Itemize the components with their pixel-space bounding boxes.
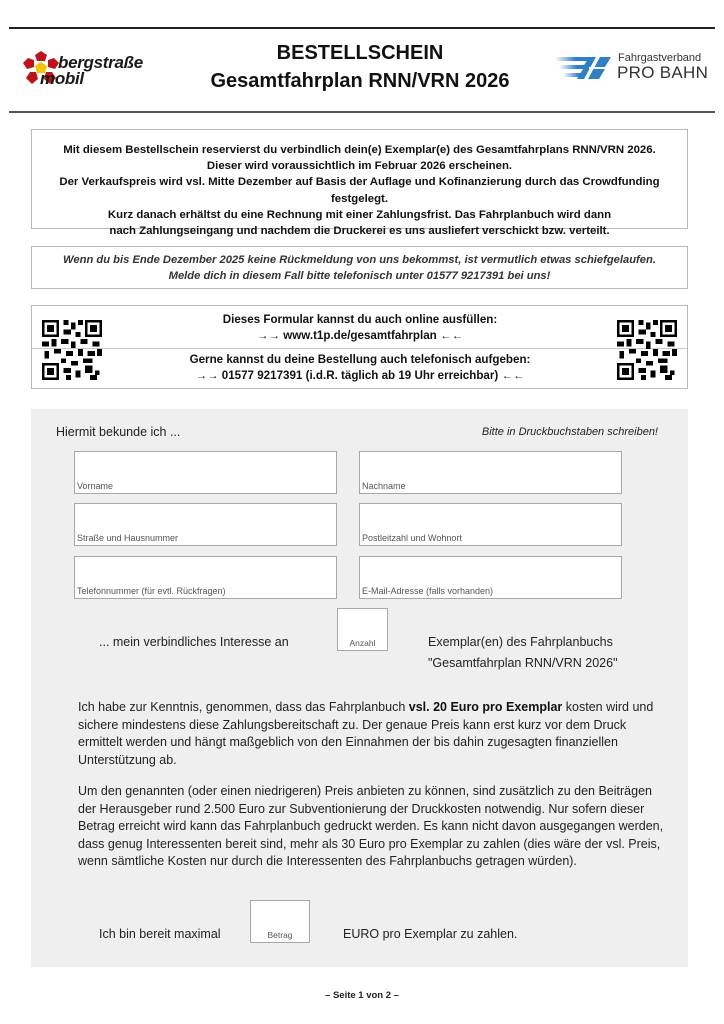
pro-bahn-logo: [555, 52, 715, 82]
page-title: BESTELLSCHEIN: [276, 42, 444, 64]
info-box: [31, 129, 688, 238]
phone-label: Telefonnummer (für evtl. Rückfragen): [77, 586, 226, 596]
divider: [32, 348, 687, 349]
order-form: [31, 409, 688, 967]
logo-text-mobil: mobil: [40, 69, 84, 88]
quantity-suffix: Exemplar(en) des Fahrplanbuchs: [428, 635, 613, 649]
bergstrasse-mobil-logo: [22, 50, 152, 90]
last-name-field[interactable]: [359, 451, 622, 494]
online-form-text: Dieses Formular kannst du auch online ausfüllen:: [222, 313, 498, 326]
street-label: Straße und Hausnummer: [77, 533, 179, 543]
first-name-label: Vorname: [77, 481, 114, 491]
notice-line: Melde dich in diesem Fall bitte telefonisch unter 01577 9217391 bei uns!: [168, 269, 551, 282]
quantity-label: Anzahl: [349, 638, 376, 648]
city-field[interactable]: [359, 503, 622, 546]
phone-info: [118, 352, 602, 384]
form-intro: Hiermit bekunde ich ...: [56, 425, 181, 439]
first-name-field[interactable]: [74, 451, 337, 494]
info-line: Dieser wird voraussichtlich im Februar 2026 erscheinen.: [206, 160, 513, 173]
price-highlight: vsl. 20 Euro pro Exemplar: [408, 700, 563, 714]
max-price-intro: Ich bin bereit maximal: [99, 927, 221, 941]
qr-code-icon: [617, 320, 677, 380]
header-rule-top: [9, 27, 715, 29]
last-name-label: Nachname: [362, 481, 406, 491]
notice-box: [31, 246, 688, 289]
quantity-product-name: "Gesamtfahrplan RNN/VRN 2026": [428, 656, 618, 670]
phone-order-text: Gerne kannst du deine Bestellung auch telefonisch aufgeben:: [189, 353, 531, 366]
para-text: Ich habe zur Kenntnis, genommen, dass das Fahrplanbuch: [78, 700, 409, 714]
logo-text-fahrgastverband: Fahrgastverband: [618, 52, 702, 64]
page-subtitle: Gesamtfahrplan RNN/VRN 2026: [210, 70, 510, 92]
max-price-field[interactable]: [250, 900, 310, 943]
qr-code-icon: [42, 320, 102, 380]
phone-field[interactable]: [74, 556, 337, 599]
city-label: Postleitzahl und Wohnort: [362, 533, 462, 543]
subsidy-explanation: Um den genannten (oder einen niedrigeren) Preis anbieten zu können, sind zusätzlich zu den Beiträgen der Herausgeber rund 2.500 Euro zur Subventionierung der Druckkosten notwendig. Nur sofern dieser Betrag erreicht wird kann das Fahrplanbuch gedruckt werden. Es kann nicht davon ausgegangen werden, dass genug Interessenten bereit sind, mehr als 30 Euro pro Exemplar zu zahlen (dies wäre der vsl. Preis, wenn sämtliche Kosten nur durch die Interessenten des Fahrplanbuchs getragen würden).: [78, 784, 664, 868]
online-order-box: [31, 305, 688, 389]
email-field[interactable]: [359, 556, 622, 599]
online-info: [118, 312, 602, 344]
street-field[interactable]: [74, 503, 337, 546]
info-line: Mit diesem Bestellschein reservierst du verbindlich dein(e) Exemplar(e) des Gesamtfahrplans RNN/VRN 2026.: [63, 144, 656, 156]
max-price-label: Betrag: [267, 930, 293, 940]
quantity-intro: ... mein verbindliches Interesse an: [99, 635, 289, 649]
price-acknowledgement: [78, 699, 668, 769]
para-text: kosten wird und sichere mindestens diese Zahlungsbereitschaft zu. Der genaue Preis kann erst kurz vor dem Druck ermittelt werden und hängt maßgeblich von den Einnahmen der bis dahin zugesagten finanziellen Unterstützung ab.: [78, 700, 654, 767]
notice-line: Wenn du bis Ende Dezember 2025 keine Rückmeldung von uns bekommst, ist vermutlich etwas schiefgelaufen.: [63, 254, 656, 266]
info-line: nach Zahlungseingang und nachdem die Druckerei es uns ausliefert verschickt bzw. verteilt.: [109, 225, 610, 238]
max-price-suffix: EURO pro Exemplar zu zahlen.: [343, 927, 518, 941]
email-label: E-Mail-Adresse (falls vorhanden): [362, 586, 494, 596]
phone-order-number: →→ 01577 9217391 (i.d.R. täglich ab 19 Uhr erreichbar) ←←: [195, 369, 525, 382]
form-hint: Bitte in Druckbuchstaben schreiben!: [481, 426, 658, 438]
logo-text-pro-bahn: PRO BAHN: [617, 63, 709, 82]
page-number: – Seite 1 von 2 –: [325, 990, 399, 1001]
header-rule-bottom: [9, 111, 715, 113]
online-form-link[interactable]: →→ www.t1p.de/gesamtfahrplan ←←: [256, 329, 464, 342]
info-line: Kurz danach erhältst du eine Rechnung mit einer Zahlungsfrist. Das Fahrplanbuch wird dann: [107, 208, 612, 221]
logo-text-bergstrasse: bergstraße: [58, 53, 143, 72]
rail-stripes-logo-icon: [555, 54, 615, 80]
info-line: Der Verkaufspreis wird vsl. Mitte Dezember auf Basis der Auflage und Kofinanzierung durch das Crowdfunding festgelegt.: [59, 176, 660, 205]
quantity-field[interactable]: [337, 608, 388, 651]
